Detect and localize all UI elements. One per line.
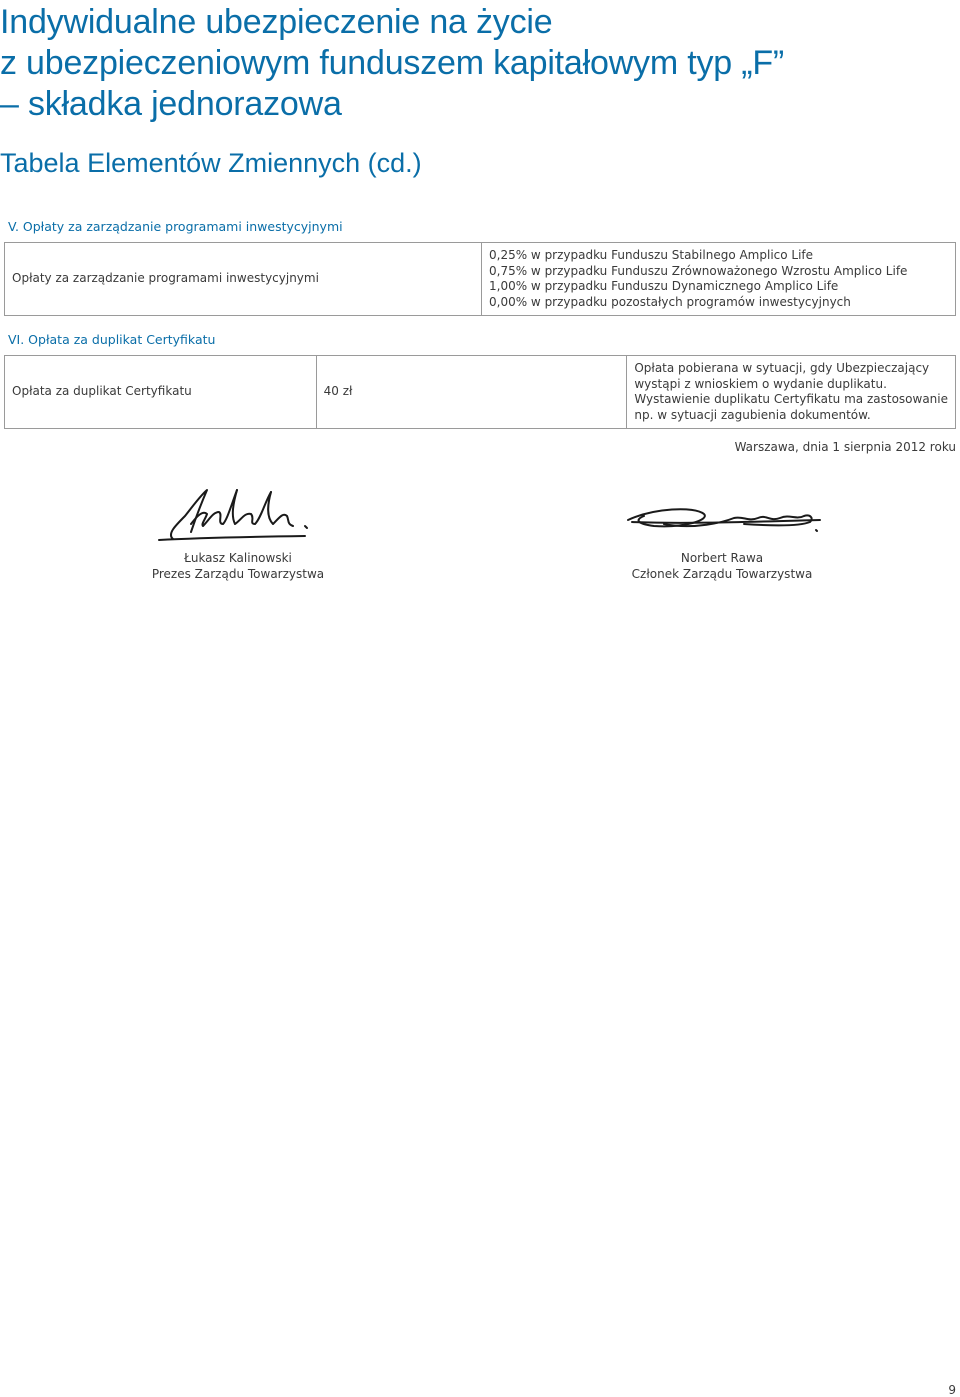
place-date: Warszawa, dnia 1 sierpnia 2012 roku: [734, 440, 956, 454]
management-fees-label-cell: [5, 243, 481, 315]
signatory-1: [138, 551, 338, 582]
signatory-role: Prezes Zarządu Towarzystwa: [151, 566, 325, 581]
duplicate-certificate-table: [4, 355, 956, 429]
signatory-name: Łukasz Kalinowski: [184, 551, 292, 565]
duplicate-fee-amount: 40 zł: [323, 384, 353, 399]
duplicate-fee-label-cell: [5, 356, 316, 428]
signature-rawa: [624, 500, 824, 540]
title-line-2: z ubezpieczeniowym funduszem kapitałowym typ „F”: [0, 44, 785, 82]
duplicate-note-line: wystąpi z wnioskiem o wydanie duplikatu.: [634, 376, 887, 391]
duplicate-note-line: np. w sytuacji zagubienia dokumentów.: [634, 407, 871, 422]
management-fees-table: [4, 242, 956, 316]
fee-value-line: 0,00% w przypadku pozostałych programów inwestycyjnych: [489, 294, 851, 309]
title-line-3: – składka jednorazowa: [0, 85, 342, 123]
signatory-role: Członek Zarządu Towarzystwa: [631, 566, 813, 581]
signatory-name: Norbert Rawa: [680, 551, 764, 565]
section-vi-heading: VI. Opłata za duplikat Certyfikatu: [8, 332, 216, 347]
duplicate-fee-notes-cell: [626, 356, 955, 428]
management-fees-values-cell: [481, 243, 955, 315]
fee-value-line: 1,00% w przypadku Funduszu Dynamicznego Amplico Life: [489, 279, 839, 293]
fee-value-line: 0,25% w przypadku Funduszu Stabilnego Amplico Life: [489, 248, 814, 262]
section-v-heading: V. Opłaty za zarządzanie programami inwestycyjnymi: [8, 219, 343, 234]
duplicate-fee-amount-cell: [316, 356, 627, 428]
fee-value-line: 0,75% w przypadku Funduszu Zrównoważonego Wzrostu Amplico Life: [489, 263, 908, 278]
duplicate-note-line: Wystawienie duplikatu Certyfikatu ma zastosowanie: [634, 392, 948, 406]
document-title: [0, 2, 784, 125]
signatory-2: [612, 551, 832, 582]
document-subtitle: Tabela Elementów Zmiennych (cd.): [0, 148, 422, 178]
duplicate-note-line: Opłata pobierana w sytuacji, gdy Ubezpieczający: [634, 361, 930, 375]
page-number: 9: [948, 1383, 956, 1397]
title-line-1: Indywidualne ubezpieczenie na życie: [0, 3, 553, 41]
duplicate-fee-label: Opłata za duplikat Certyfikatu: [12, 384, 192, 399]
management-fees-label: Opłaty za zarządzanie programami inwestycyjnymi: [12, 271, 319, 286]
signature-kalinowski: [155, 484, 315, 546]
